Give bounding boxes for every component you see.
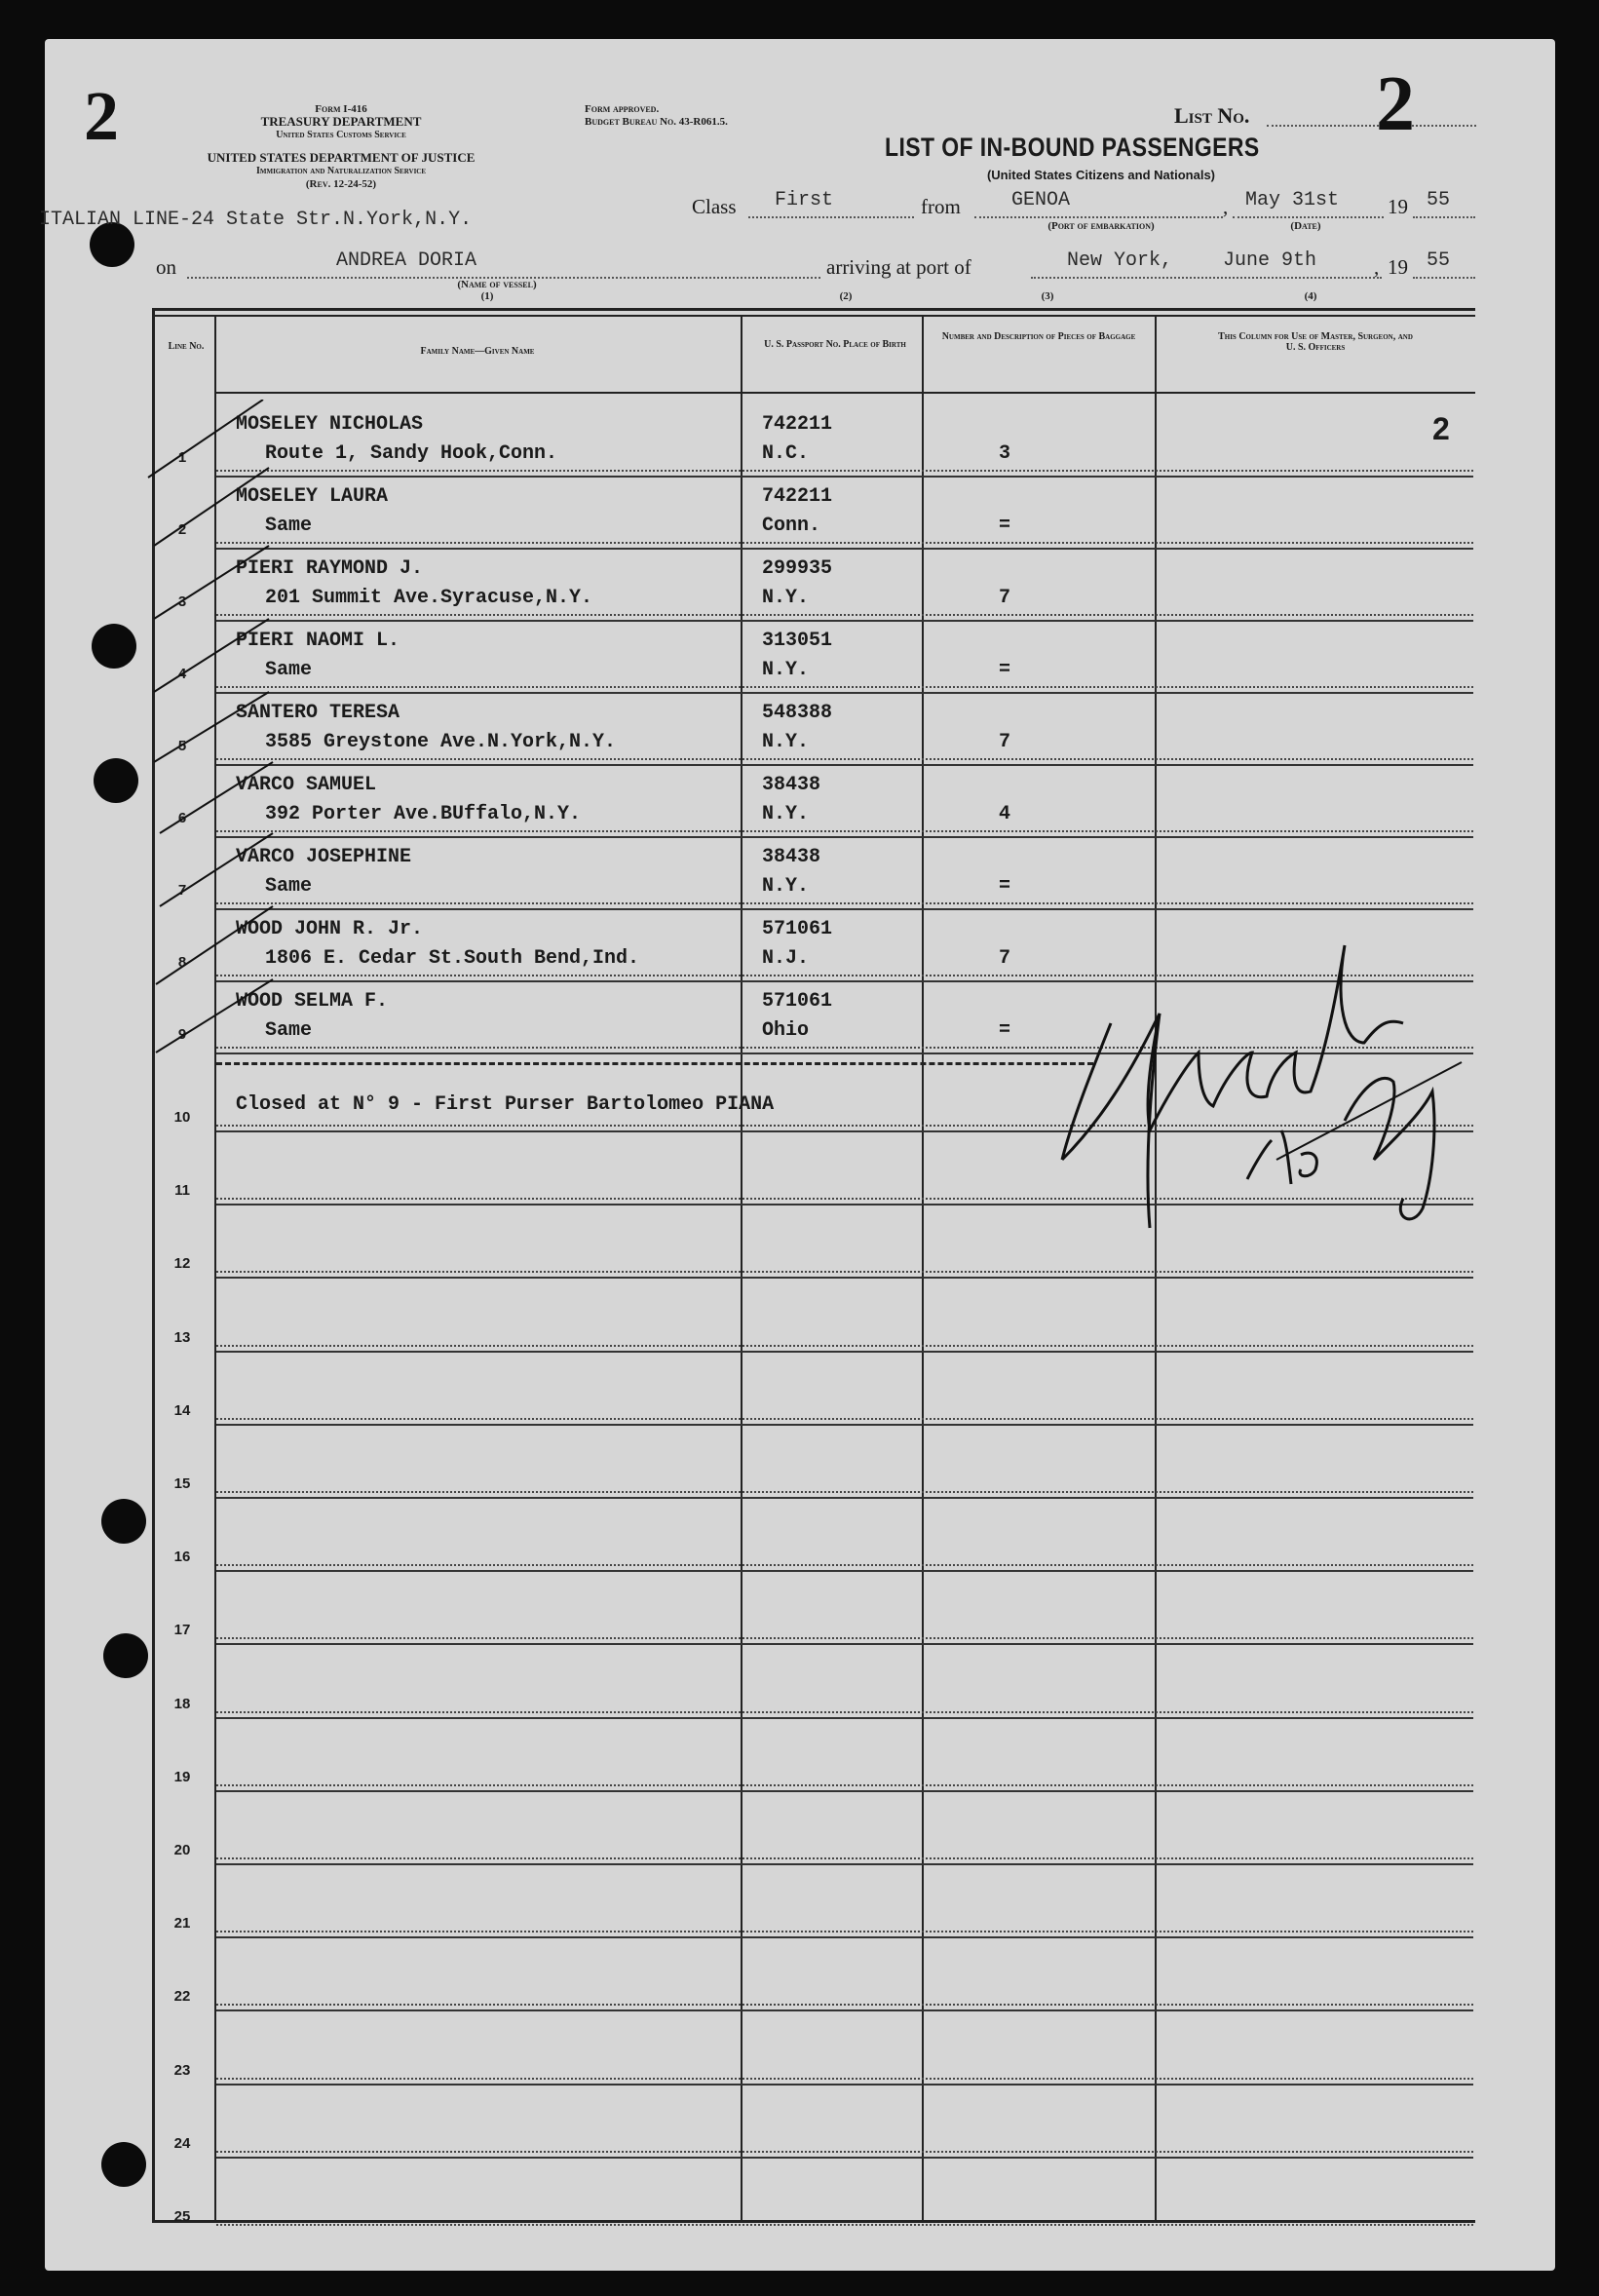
row-dotted-rule — [216, 1637, 1473, 1639]
row-dotted-rule — [216, 830, 1473, 832]
row-rule — [216, 1790, 1473, 1792]
row-dotted-rule — [216, 1271, 1473, 1273]
passenger-address: Same — [265, 1019, 313, 1042]
passport-number: 571061 — [762, 918, 833, 940]
row-dotted-rule — [216, 1784, 1473, 1786]
arriving-label: arriving at port of — [826, 255, 971, 279]
place-of-birth: N.Y. — [762, 875, 810, 898]
passport-number: 299935 — [762, 557, 833, 580]
place-of-birth: N.Y. — [762, 803, 810, 825]
row-line-number: 14 — [173, 1401, 191, 1419]
budget-bureau: Budget Bureau No. 43-R061.5. — [585, 116, 728, 128]
dept-justice-sub: Immigration and Naturalization Service — [255, 166, 427, 176]
passenger-name: VARCO SAMUEL — [236, 774, 377, 796]
row-line-number: 12 — [173, 1255, 191, 1273]
row-line-number: 11 — [174, 1182, 190, 1200]
passenger-address: Same — [265, 515, 313, 537]
row-dotted-rule — [216, 1345, 1473, 1347]
row-rule — [216, 476, 1473, 478]
arrival-year: 55 — [1427, 249, 1451, 272]
row-line-number: 18 — [173, 1695, 191, 1712]
row-rule — [216, 764, 1473, 766]
form-title: LIST OF IN-BOUND PASSENGERS — [885, 133, 1260, 162]
row-line-number: 4 — [177, 666, 187, 682]
row-rule — [216, 548, 1473, 550]
col-line-no: Line No. — [168, 341, 205, 352]
row-rule — [216, 2084, 1473, 2086]
closing-note: Closed at N° 9 - First Purser Bartolomeo PIANA — [236, 1093, 775, 1116]
row-line-number: 17 — [173, 1622, 191, 1639]
form-subtitle: (United States Citizens and Nationals) — [986, 168, 1216, 182]
col4-number: (4) — [1304, 290, 1317, 302]
place-of-birth: Conn. — [762, 515, 821, 537]
col2-number: (2) — [839, 290, 853, 302]
date-caption: (Date) — [1290, 220, 1321, 232]
row-line-number: 16 — [173, 1549, 191, 1566]
passenger-name: PIERI NAOMI L. — [236, 630, 400, 652]
shipping-agent: ITALIAN LINE-24 State Str.N.York,N.Y. — [39, 209, 473, 231]
passenger-address: Route 1, Sandy Hook,Conn. — [265, 442, 558, 465]
place-of-birth: N.Y. — [762, 659, 810, 681]
passport-number: 548388 — [762, 702, 833, 724]
list-number: 2 — [1376, 61, 1415, 147]
row-line-number: 7 — [177, 882, 187, 899]
row-rule — [216, 1351, 1473, 1353]
class-label: Class — [692, 195, 737, 218]
row-rule — [216, 2157, 1473, 2159]
punch-hole — [101, 2142, 146, 2187]
row-rule — [216, 1643, 1473, 1645]
row-rule — [216, 1424, 1473, 1426]
vessel-col-number: (1) — [480, 290, 494, 302]
place-of-birth: N.C. — [762, 442, 810, 465]
row-dotted-rule — [216, 1857, 1473, 1859]
arrival-year-prefix: 19 — [1388, 255, 1408, 279]
row-line-number: 9 — [177, 1026, 187, 1043]
list-no-label: List No. — [1174, 103, 1250, 128]
row-rule — [216, 1277, 1473, 1279]
passenger-address: 3585 Greystone Ave.N.York,N.Y. — [265, 731, 617, 753]
place-of-birth: N.Y. — [762, 587, 810, 609]
passenger-address: Same — [265, 659, 313, 681]
class-value: First — [775, 189, 834, 211]
row-rule — [216, 1936, 1473, 1938]
row-dotted-rule — [216, 2004, 1473, 2006]
row-dotted-rule — [216, 614, 1473, 616]
row-rule — [216, 1570, 1473, 1572]
row-dotted-rule — [216, 1931, 1473, 1932]
punch-hole — [94, 758, 138, 803]
punch-hole — [92, 624, 136, 669]
col-officers: This Column for Use of Master, Surgeon, and U. S. Officers — [1218, 331, 1413, 353]
passenger-name: VARCO JOSEPHINE — [236, 846, 412, 868]
baggage-count: 7 — [999, 947, 1011, 970]
row-line-number: 6 — [177, 810, 187, 826]
row-rule — [216, 2009, 1473, 2011]
row-line-number: 19 — [173, 1768, 191, 1785]
arrival-port: New York, — [1067, 249, 1173, 272]
embark-year: 55 — [1427, 189, 1451, 211]
row-rule — [216, 620, 1473, 622]
corner-mark: 2 — [84, 77, 119, 155]
passport-number: 742211 — [762, 413, 833, 436]
place-of-birth: N.J. — [762, 947, 810, 970]
col-name: Family Name—Given Name — [420, 346, 535, 357]
passport-number: 38438 — [762, 846, 821, 868]
baggage-count: 7 — [999, 731, 1011, 753]
port-caption: (Port of embarkation) — [1047, 220, 1155, 232]
row-line-number: 23 — [173, 2061, 191, 2079]
from-value: GENOA — [1011, 189, 1071, 211]
dept-justice: UNITED STATES DEPARTMENT OF JUSTICE — [207, 150, 476, 165]
passenger-name: MOSELEY LAURA — [236, 485, 389, 508]
row-dotted-rule — [216, 1491, 1473, 1493]
row-line-number: 5 — [177, 738, 187, 754]
row-dotted-rule — [216, 2224, 1473, 2226]
row-line-number: 2 — [177, 521, 187, 538]
baggage-count: 7 — [999, 587, 1011, 609]
officer-note: 2 — [1432, 411, 1450, 446]
row-line-number: 13 — [173, 1328, 191, 1346]
check-marks — [146, 400, 283, 1062]
place-of-birth: Ohio — [762, 1019, 810, 1042]
row-rule — [216, 1717, 1473, 1719]
row-dotted-rule — [216, 902, 1473, 904]
passenger-address: Same — [265, 875, 313, 898]
row-dotted-rule — [216, 1564, 1473, 1566]
year-prefix: 19 — [1388, 195, 1408, 218]
row-line-number: 25 — [173, 2208, 191, 2225]
vessel-caption: (Name of vessel) — [457, 279, 537, 290]
passenger-address: 201 Summit Ave.Syracuse,N.Y. — [265, 587, 593, 609]
row-rule — [216, 692, 1473, 694]
row-dotted-rule — [216, 1711, 1473, 1713]
row-rule — [216, 908, 1473, 910]
row-dotted-rule — [216, 686, 1473, 688]
form-number: Form I-416 — [315, 103, 367, 115]
row-rule — [216, 1863, 1473, 1865]
vessel-name: ANDREA DORIA — [336, 249, 477, 272]
on-label: on — [156, 255, 176, 279]
col-baggage: Number and Description of Pieces of Baggage — [941, 331, 1136, 342]
dept-treasury-sub: United States Customs Service — [276, 130, 406, 140]
row-dotted-rule — [216, 2078, 1473, 2080]
passenger-name: SANTERO TERESA — [236, 702, 400, 724]
form-approved: Form approved. — [585, 103, 660, 115]
row-line-number: 22 — [173, 1988, 191, 2006]
passport-number: 313051 — [762, 630, 833, 652]
col3-number: (3) — [1041, 290, 1054, 302]
row-dotted-rule — [216, 758, 1473, 760]
passenger-name: WOOD SELMA F. — [236, 990, 389, 1013]
baggage-count: 4 — [999, 803, 1011, 825]
form-revision: (Rev. 12-24-52) — [305, 178, 377, 190]
from-label: from — [921, 195, 961, 218]
baggage-count: 3 — [999, 442, 1011, 465]
punch-hole — [103, 1633, 148, 1678]
arrival-date: June 9th — [1223, 249, 1317, 272]
row-dotted-rule — [216, 1418, 1473, 1420]
passenger-name: MOSELEY NICHOLAS — [236, 413, 424, 436]
row-line-number: 15 — [173, 1475, 191, 1492]
passport-number: 571061 — [762, 990, 833, 1013]
passenger-name: PIERI RAYMOND J. — [236, 557, 424, 580]
passenger-name: WOOD JOHN R. Jr. — [236, 918, 424, 940]
baggage-count: = — [999, 875, 1011, 898]
row-line-number: 10 — [173, 1109, 191, 1126]
row-rule — [216, 836, 1473, 838]
dept-treasury: TREASURY DEPARTMENT — [260, 114, 422, 129]
baggage-count: = — [999, 1019, 1011, 1042]
row-line-number: 8 — [177, 954, 187, 971]
row-dotted-rule — [216, 470, 1473, 472]
passport-number: 742211 — [762, 485, 833, 508]
officer-signature — [1052, 936, 1471, 1247]
baggage-count: = — [999, 515, 1011, 537]
row-dotted-rule — [216, 542, 1473, 544]
row-line-number: 20 — [173, 1842, 191, 1858]
row-line-number: 21 — [173, 1915, 191, 1932]
row-dotted-rule — [216, 2151, 1473, 2153]
passenger-address: 1806 E. Cedar St.South Bend,Ind. — [265, 947, 640, 970]
passenger-address: 392 Porter Ave.BUffalo,N.Y. — [265, 803, 582, 825]
row-line-number: 3 — [177, 593, 187, 610]
place-of-birth: N.Y. — [762, 731, 810, 753]
passport-number: 38438 — [762, 774, 821, 796]
row-rule — [216, 1497, 1473, 1499]
col-passport: U. S. Passport No. Place of Birth — [764, 339, 906, 350]
embark-date: May 31st — [1245, 189, 1340, 211]
row-line-number: 24 — [173, 2134, 191, 2152]
punch-hole — [101, 1499, 146, 1544]
baggage-count: = — [999, 659, 1011, 681]
row-line-number: 1 — [177, 449, 187, 466]
